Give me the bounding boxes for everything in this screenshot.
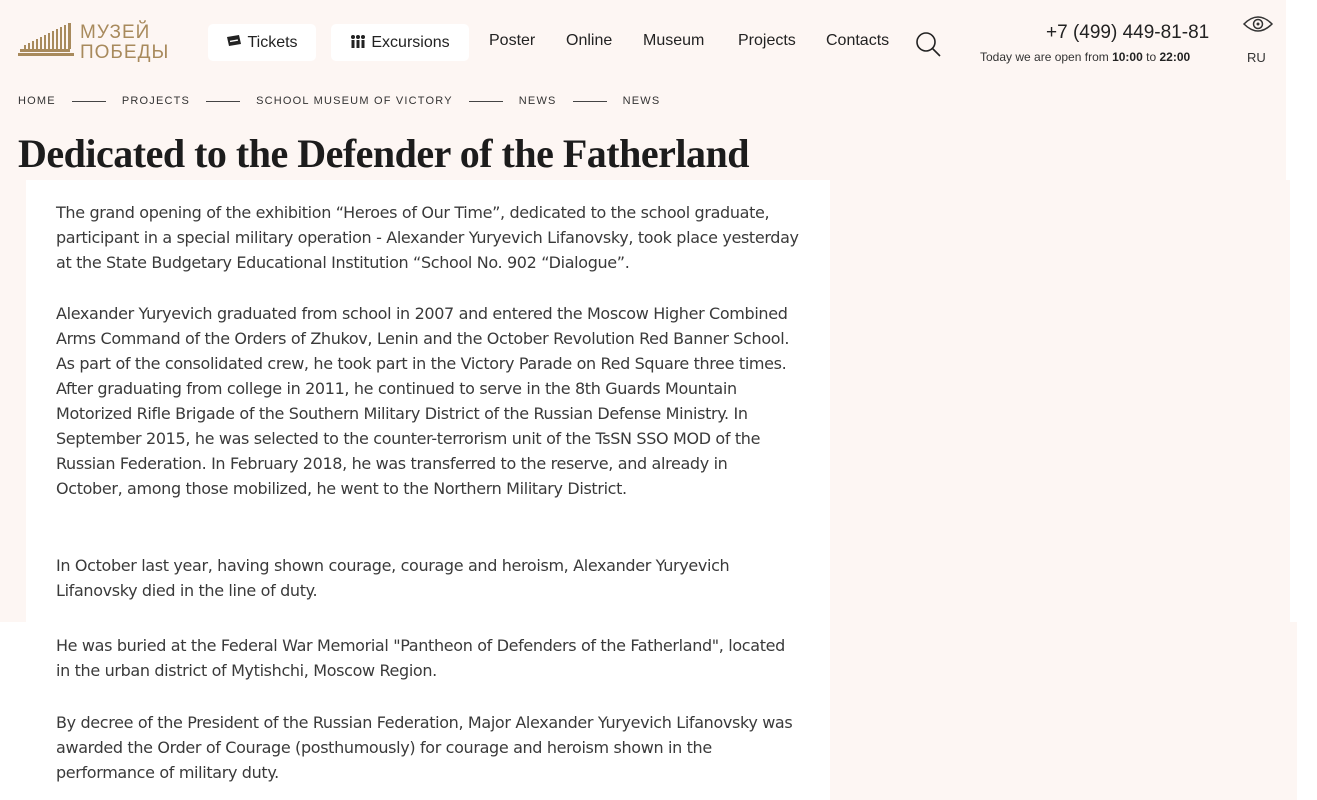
breadcrumb-current: NEWS <box>622 95 661 107</box>
hours-to: to <box>1142 50 1160 64</box>
hours-prefix: Today we are open from <box>980 50 1113 64</box>
phone-number[interactable]: +7 (499) 449-81-81 <box>1046 22 1210 43</box>
article-paragraph: The grand opening of the exhibition “Heroes of Our Time”, dedicated to the school graduate, participant in a special military operation - Alexander Yuryevich Lifanovsky, took place yesterday at the State Budgetary Educational Institution “School No. 902 “Dialogue”. <box>56 203 799 272</box>
page-background-left <box>0 180 26 622</box>
nav-online[interactable]: Online <box>566 32 613 49</box>
search-icon[interactable] <box>914 30 942 62</box>
nav-museum[interactable]: Museum <box>643 32 705 49</box>
breadcrumb-separator <box>469 101 503 102</box>
language-switch[interactable]: RU <box>1247 50 1266 65</box>
logo-line-2: ПОБЕДЫ <box>80 42 170 63</box>
monument-icon <box>18 23 76 63</box>
article-paragraph: He was buried at the Federal War Memorial "Pantheon of Defenders of the Fatherland", located in the urban district of Mytishchi, Moscow Region. <box>56 636 785 680</box>
eye-icon[interactable] <box>1242 14 1274 38</box>
page-background-right-lower <box>830 622 1297 800</box>
article-paragraph: By decree of the President of the Russian Federation, Major Alexander Yuryevich Lifanovsky was awarded the Order of Courage (posthumously) for courage and heroism shown in the performance of military duty. <box>56 713 793 782</box>
page-background-right <box>830 180 1290 622</box>
logo-line-1: МУЗЕЙ <box>80 22 151 43</box>
nav-poster[interactable]: Poster <box>489 32 536 49</box>
article-paragraph: In October last year, having shown courage, courage and heroism, Alexander Yuryevich Lifanovsky died in the line of duty. <box>56 556 730 600</box>
opening-hours <box>980 50 1190 64</box>
excursions-label: Excursions <box>371 33 450 51</box>
tickets-button[interactable] <box>208 24 316 61</box>
hours-open: 10:00 <box>1112 50 1143 64</box>
breadcrumb-separator <box>72 101 106 102</box>
nav-contacts[interactable]: Contacts <box>826 32 890 49</box>
breadcrumb-separator <box>206 101 240 102</box>
nav-projects[interactable]: Projects <box>738 32 796 49</box>
excursions-button[interactable] <box>331 24 469 61</box>
breadcrumb-school-museum[interactable]: SCHOOL MUSEUM OF VICTORY <box>256 95 453 107</box>
breadcrumb-separator <box>573 101 607 102</box>
breadcrumb-news[interactable]: NEWS <box>518 95 557 107</box>
article-paragraph: Alexander Yuryevich graduated from school in 2007 and entered the Moscow Higher Combined Arms Command of the Orders of Zhukov, Lenin and the October Revolution Red Banner School. As part of the consolidated crew, he took part in the Victory Parade on Red Square three times. After graduating from college in 2011, he continued to serve in the 8th Guards Mountain Motorized Rifle Brigade of the Southern Military District of the Russian Defense Ministry. In September 2015, he was selected to the counter-terrorism unit of the TsSN SSO MOD of the Russian Federation. In February 2018, he was transferred to the reserve, and already in October, among those mobilized, he went to the Northern Military District. <box>56 304 790 498</box>
page-title: Dedicated to the Defender of the Fatherland <box>18 131 749 176</box>
breadcrumb-home[interactable]: HOME <box>18 95 56 107</box>
ticket-icon <box>226 35 242 51</box>
logo-text <box>80 23 169 63</box>
hours-close: 22:00 <box>1159 50 1191 64</box>
breadcrumb <box>18 95 660 107</box>
tickets-label: Tickets <box>247 33 298 51</box>
breadcrumb-projects[interactable]: PROJECTS <box>121 95 191 107</box>
museum-logo[interactable] <box>18 20 170 66</box>
group-people-icon <box>350 34 366 51</box>
